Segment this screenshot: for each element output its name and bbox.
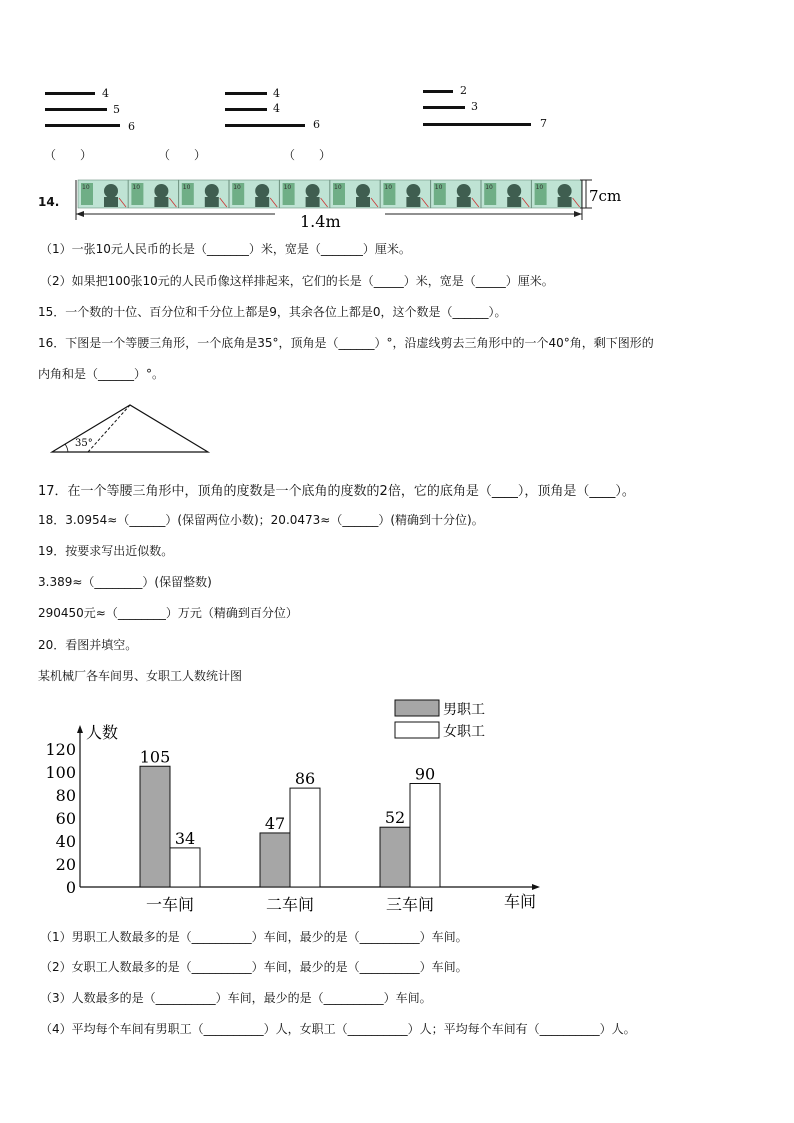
banknote-portrait-body: [104, 197, 118, 207]
banknote-denomination: 10: [82, 184, 90, 191]
bar-value-label: 52: [384, 808, 406, 828]
answer-paren: （ ）: [283, 148, 332, 162]
question-19-line2: 290450元≈（________）万元（精确到百分位）: [38, 606, 298, 620]
question-14-number: 14.: [38, 195, 60, 209]
segment-label: 4: [102, 87, 109, 100]
angle-label: 35°: [75, 438, 93, 449]
question-17: 17．在一个等腰三角形中，顶角的度数是一个底角的度数的2倍，它的底角是（____），顶角是（____）。: [38, 484, 635, 499]
measure-height-label: 7cm: [589, 187, 622, 205]
measure-width-label: 1.4m: [300, 212, 341, 231]
segment-line: [225, 92, 267, 95]
banknote-denomination: 10: [233, 184, 241, 191]
bar-value-label: 90: [414, 764, 436, 784]
x-axis-arrow: [532, 884, 540, 890]
banknote-portrait: [507, 184, 521, 198]
banknote-portrait: [205, 184, 219, 198]
banknote-portrait: [457, 184, 471, 198]
question-19-title: 19．按要求写出近似数。: [38, 544, 174, 558]
banknote-portrait-body: [457, 197, 471, 207]
segment-line: [423, 123, 531, 126]
chart-title: 某机械厂各车间男、女职工人数统计图: [38, 669, 243, 683]
banknote-strip-figure: [70, 176, 630, 232]
banknote-denomination: 10: [384, 184, 393, 191]
question-20-sub4: （4）平均每个车间有男职工（__________）人，女职工（__________）人；平均每个车间有（__________）人。: [40, 1022, 636, 1036]
bar-male: [140, 766, 170, 887]
banknote-portrait-body: [356, 197, 370, 207]
banknote-denomination: 10: [182, 184, 191, 191]
question-16-line2: 内角和是（______）°。: [38, 367, 165, 381]
banknote-portrait: [558, 184, 572, 198]
x-tick-label: 二车间: [265, 895, 315, 914]
y-tick-label: 0: [65, 878, 76, 897]
y-axis-arrow: [77, 725, 83, 733]
banknote-portrait: [255, 184, 269, 198]
bar-value-label: 34: [174, 828, 196, 848]
bar-chart: [30, 690, 560, 915]
answer-paren: （ ）: [44, 148, 93, 162]
segment-line: [225, 124, 305, 127]
question-20-title: 20．看图并填空。: [38, 638, 138, 652]
y-tick-label: 20: [55, 855, 76, 874]
banknote-portrait-body: [558, 197, 572, 207]
banknote-denomination: 10: [434, 184, 443, 191]
bar-female: [410, 784, 440, 888]
segment-label: 4: [273, 102, 280, 115]
banknote-portrait: [154, 184, 168, 198]
banknote-portrait: [406, 184, 420, 198]
bar-value-label: 47: [264, 813, 286, 833]
banknote-portrait: [356, 184, 370, 198]
legend-swatch: [395, 700, 439, 716]
segment-line: [423, 90, 453, 93]
question-14-sub2: （2）如果把100张10元的人民币像这样排起来，它们的长是（_____）米，宽是（_____）厘米。: [40, 274, 554, 288]
legend-label: 男职工: [443, 702, 485, 718]
banknote-denomination: 10: [283, 184, 292, 191]
banknote-portrait-body: [205, 197, 219, 207]
segment-label: 6: [313, 118, 320, 131]
bar-value-label: 105: [139, 747, 171, 767]
banknote-denomination: 10: [485, 184, 493, 191]
banknote-portrait-body: [406, 197, 420, 207]
y-tick-label: 120: [45, 740, 76, 759]
question-20-sub1: （1）男职工人数最多的是（__________）车间，最少的是（__________）车间。: [40, 930, 468, 944]
segment-label: 3: [471, 100, 478, 113]
banknote-portrait: [104, 184, 118, 198]
segment-label: 5: [113, 103, 120, 116]
bar-male: [260, 833, 290, 887]
banknote-denomination: 10: [334, 184, 342, 191]
banknote-denomination: 10: [535, 184, 544, 191]
segment-label: 7: [540, 117, 547, 130]
banknote-portrait: [306, 184, 320, 198]
y-tick-label: 40: [55, 832, 76, 851]
bar-female: [170, 848, 200, 887]
legend-label: 女职工: [443, 724, 485, 740]
x-tick-label: 三车间: [385, 895, 435, 914]
segment-label: 2: [460, 84, 467, 97]
y-tick-label: 80: [55, 786, 76, 805]
question-16-line1: 16．下图是一个等腰三角形，一个底角是35°，顶角是（______）°，沿虚线剪去三角形中的一个40°角，剩下图形的: [38, 336, 654, 350]
segment-line: [45, 124, 120, 127]
segment-line: [225, 108, 267, 111]
question-18: 18．3.0954≈（______）(保留两位小数)；20.0473≈（______）(精确到十分位)。: [38, 513, 484, 527]
segment-line: [45, 92, 95, 95]
question-14-sub1: （1）一张10元人民币的长是（_______）米，宽是（_______）厘米。: [40, 242, 411, 256]
isosceles-triangle-figure: [50, 400, 215, 458]
y-tick-label: 60: [55, 809, 76, 828]
segment-label: 6: [128, 120, 135, 133]
answer-paren: （ ）: [158, 148, 207, 162]
legend-swatch: [395, 722, 439, 738]
bar-value-label: 86: [294, 769, 316, 789]
segment-line: [423, 106, 465, 109]
question-19-line1: 3.389≈（________）(保留整数): [38, 575, 212, 589]
x-axis-label: 车间: [503, 892, 537, 911]
banknote-denomination: 10: [132, 184, 141, 191]
banknote-portrait-body: [507, 197, 521, 207]
banknote-portrait-body: [154, 197, 168, 207]
segment-label: 4: [273, 87, 280, 100]
bar-female: [290, 788, 320, 887]
y-axis-label: 人数: [86, 723, 119, 742]
bar-male: [380, 827, 410, 887]
question-15: 15．一个数的十位、百分位和千分位上都是9，其余各位上都是0，这个数是（______）。: [38, 305, 507, 319]
y-tick-label: 100: [45, 763, 76, 782]
question-20-sub3: （3）人数最多的是（__________）车间，最少的是（__________）车间。: [40, 991, 432, 1005]
banknote-portrait-body: [255, 197, 269, 207]
question-20-sub2: （2）女职工人数最多的是（__________）车间，最少的是（__________）车间。: [40, 960, 468, 974]
segment-line: [45, 108, 107, 111]
x-tick-label: 一车间: [145, 895, 195, 914]
banknote-portrait-body: [306, 197, 320, 207]
